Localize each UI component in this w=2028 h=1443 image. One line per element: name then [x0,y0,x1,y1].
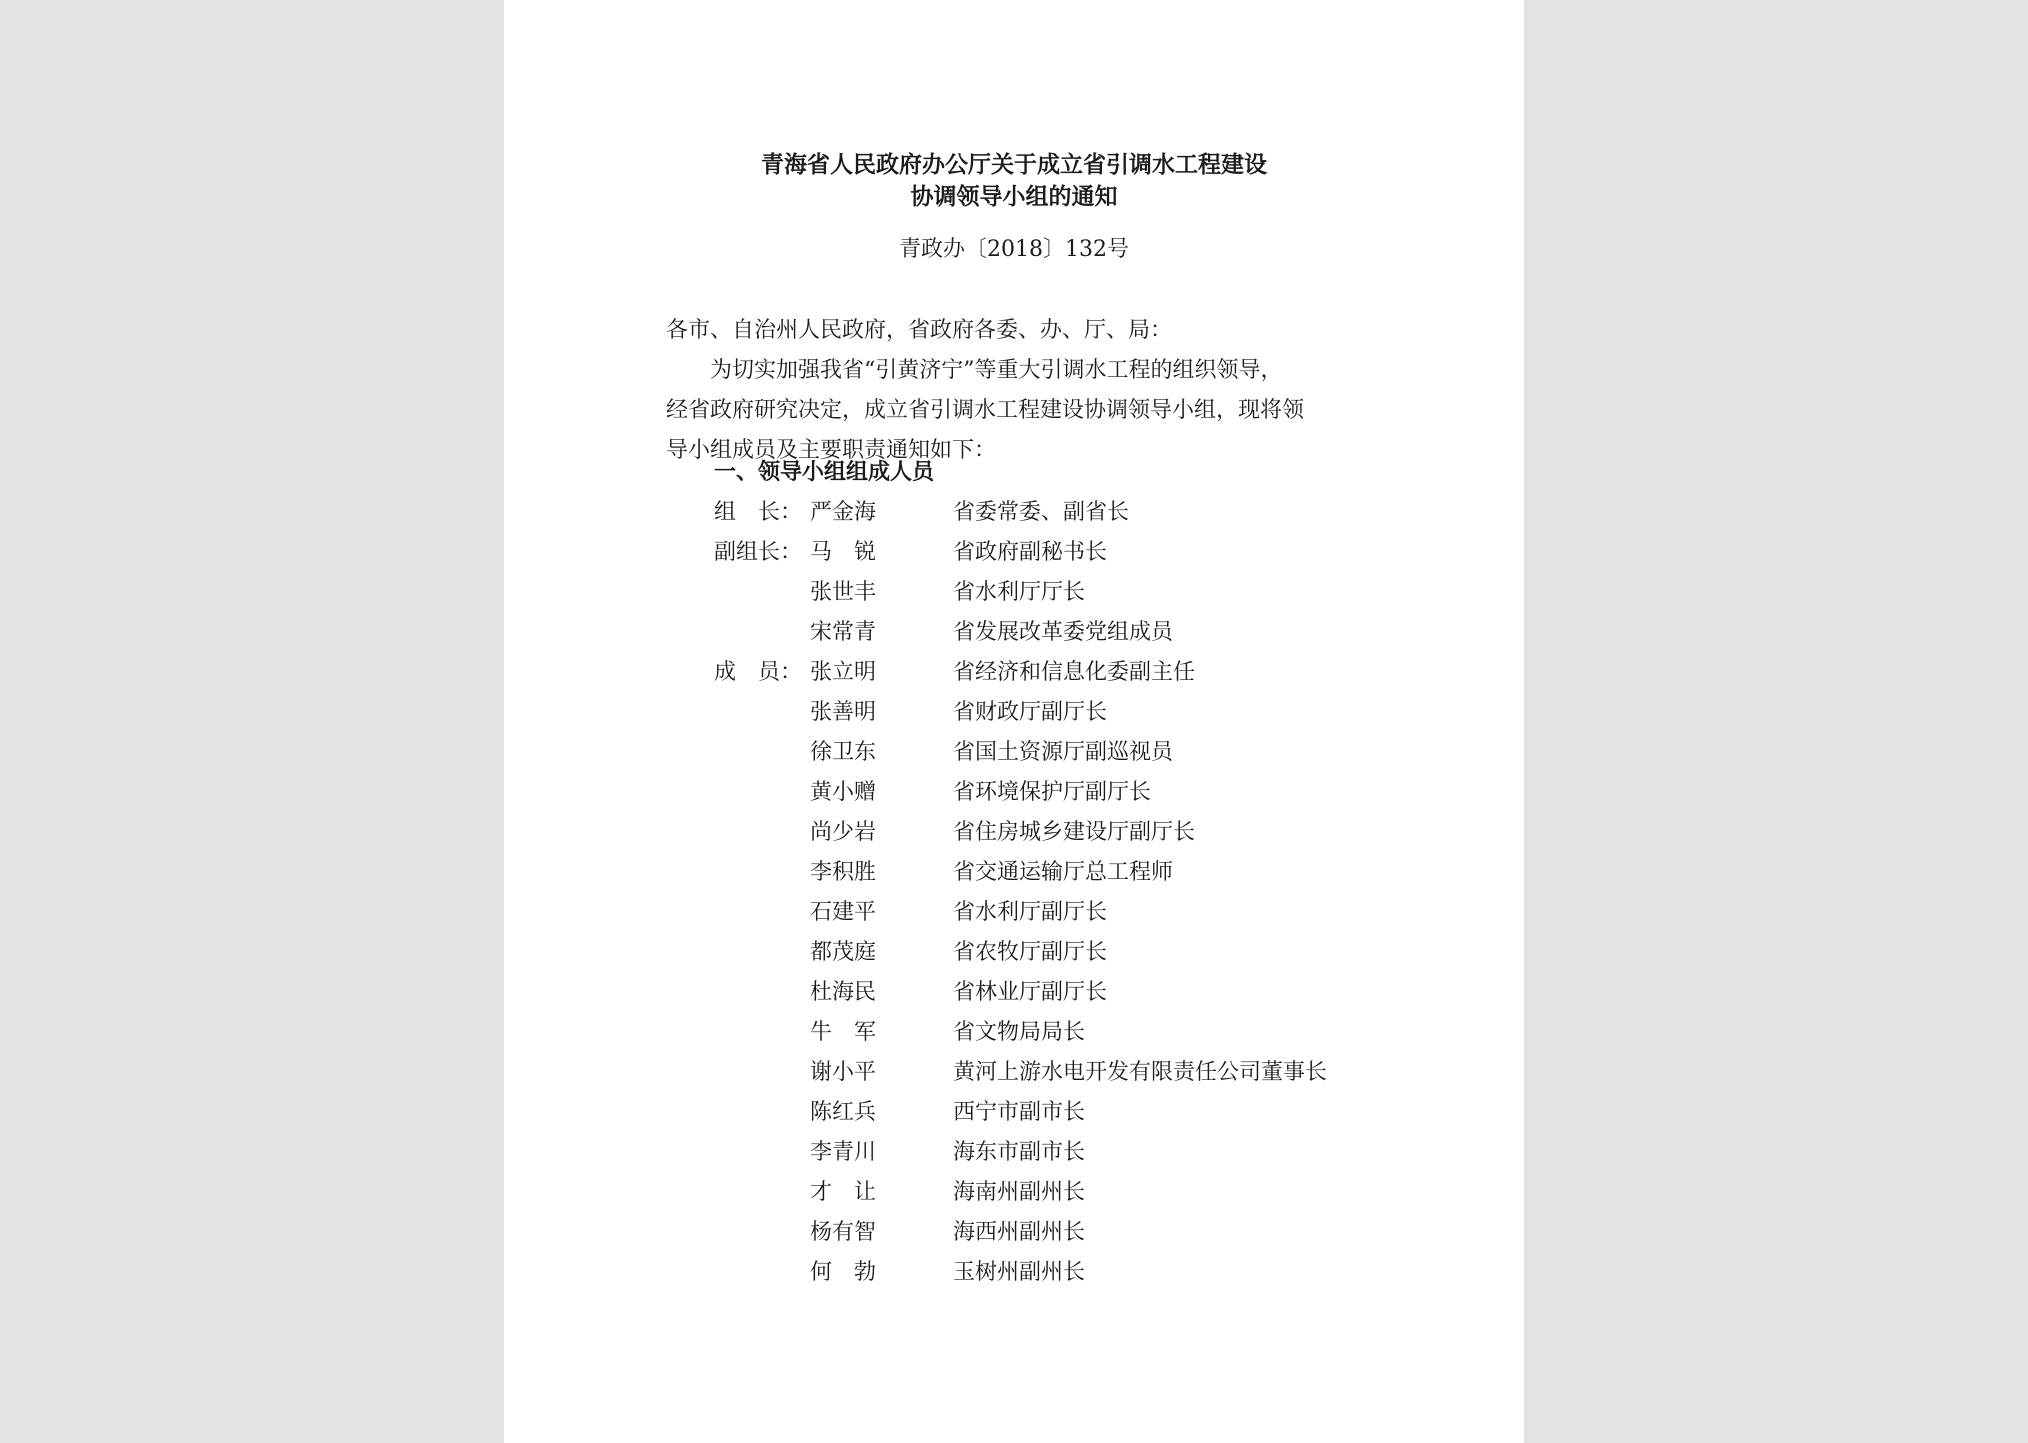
member-role: 成 员： [714,660,803,685]
member-name: 李积胜 [810,860,877,885]
member-row [504,893,1524,933]
member-row [504,493,1524,533]
greeting-line: 各市、自治州人民政府，省政府各委、办、厅、局： [666,318,1173,343]
body-line-1: 为切实加强我省“引黄济宁”等重大引调水工程的组织领导， [666,358,1283,383]
member-name: 石建平 [810,900,877,925]
member-name: 陈红兵 [810,1100,877,1125]
member-row [504,773,1524,813]
member-position: 省林业厅副厅长 [953,980,1108,1005]
member-row [504,1093,1524,1133]
member-row [504,973,1524,1013]
member-row [504,573,1524,613]
member-row [504,933,1524,973]
member-name: 徐卫东 [810,740,877,765]
member-row [504,1013,1524,1053]
member-position: 省财政厅副厅长 [953,700,1108,725]
member-name: 牛 军 [810,1020,877,1045]
member-position: 省政府副秘书长 [953,540,1108,565]
member-position: 省委常委、副省长 [953,500,1130,525]
member-name: 尚少岩 [810,820,877,845]
member-name: 杜海民 [810,980,877,1005]
document-title-line-2: 协调领导小组的通知 [910,184,1118,210]
member-position: 黄河上游水电开发有限责任公司董事长 [953,1060,1328,1085]
member-position: 海南州副州长 [953,1180,1086,1205]
document-title-line-1: 青海省人民政府办公厅关于成立省引调水工程建设 [761,152,1267,178]
member-position: 海西州副州长 [953,1220,1086,1245]
document-number: 青政办〔2018〕132号 [899,237,1129,262]
member-name: 黄小赠 [810,780,877,805]
member-name: 张立明 [810,660,877,685]
member-name: 何 勃 [810,1260,877,1285]
member-name: 马 锐 [810,540,877,565]
body-line-2: 经省政府研究决定，成立省引调水工程建设协调领导小组，现将领 [666,398,1305,423]
member-row [504,533,1524,573]
member-name: 杨有智 [810,1220,877,1245]
member-row [504,1133,1524,1173]
member-position: 省国土资源厅副巡视员 [953,740,1174,765]
member-name: 严金海 [810,500,877,525]
member-position: 玉树州副州长 [953,1260,1086,1285]
member-row [504,693,1524,733]
member-row [504,1173,1524,1213]
member-position: 西宁市副市长 [953,1100,1086,1125]
member-position: 省农牧厅副厅长 [953,940,1108,965]
member-name: 李青川 [810,1140,877,1165]
member-name: 才 让 [810,1180,877,1205]
member-name: 谢小平 [810,1060,877,1085]
member-row [504,653,1524,693]
member-position: 省水利厅厅长 [953,580,1086,605]
member-name: 宋常青 [810,620,877,645]
member-row [504,853,1524,893]
section-heading: 一、领导小组组成人员 [714,460,935,485]
member-row [504,813,1524,853]
member-position: 省发展改革委党组成员 [953,620,1174,645]
member-row [504,1213,1524,1253]
member-position: 省住房城乡建设厅副厅长 [953,820,1196,845]
member-role: 副组长： [714,540,803,565]
member-row [504,1253,1524,1293]
member-position: 海东市副市长 [953,1140,1086,1165]
member-row [504,613,1524,653]
member-list [504,493,1524,1293]
member-name: 张善明 [810,700,877,725]
member-name: 都茂庭 [810,940,877,965]
member-position: 省水利厅副厅长 [953,900,1108,925]
body-line-3: 导小组成员及主要职责通知如下： [666,438,997,463]
member-row [504,1053,1524,1093]
member-position: 省文物局局长 [953,1020,1086,1045]
document-page [504,0,1524,1443]
member-position: 省经济和信息化委副主任 [953,660,1196,685]
member-position: 省交通运输厅总工程师 [953,860,1174,885]
member-role: 组 长： [714,500,803,525]
member-row [504,733,1524,773]
member-position: 省环境保护厅副厅长 [953,780,1152,805]
member-name: 张世丰 [810,580,877,605]
